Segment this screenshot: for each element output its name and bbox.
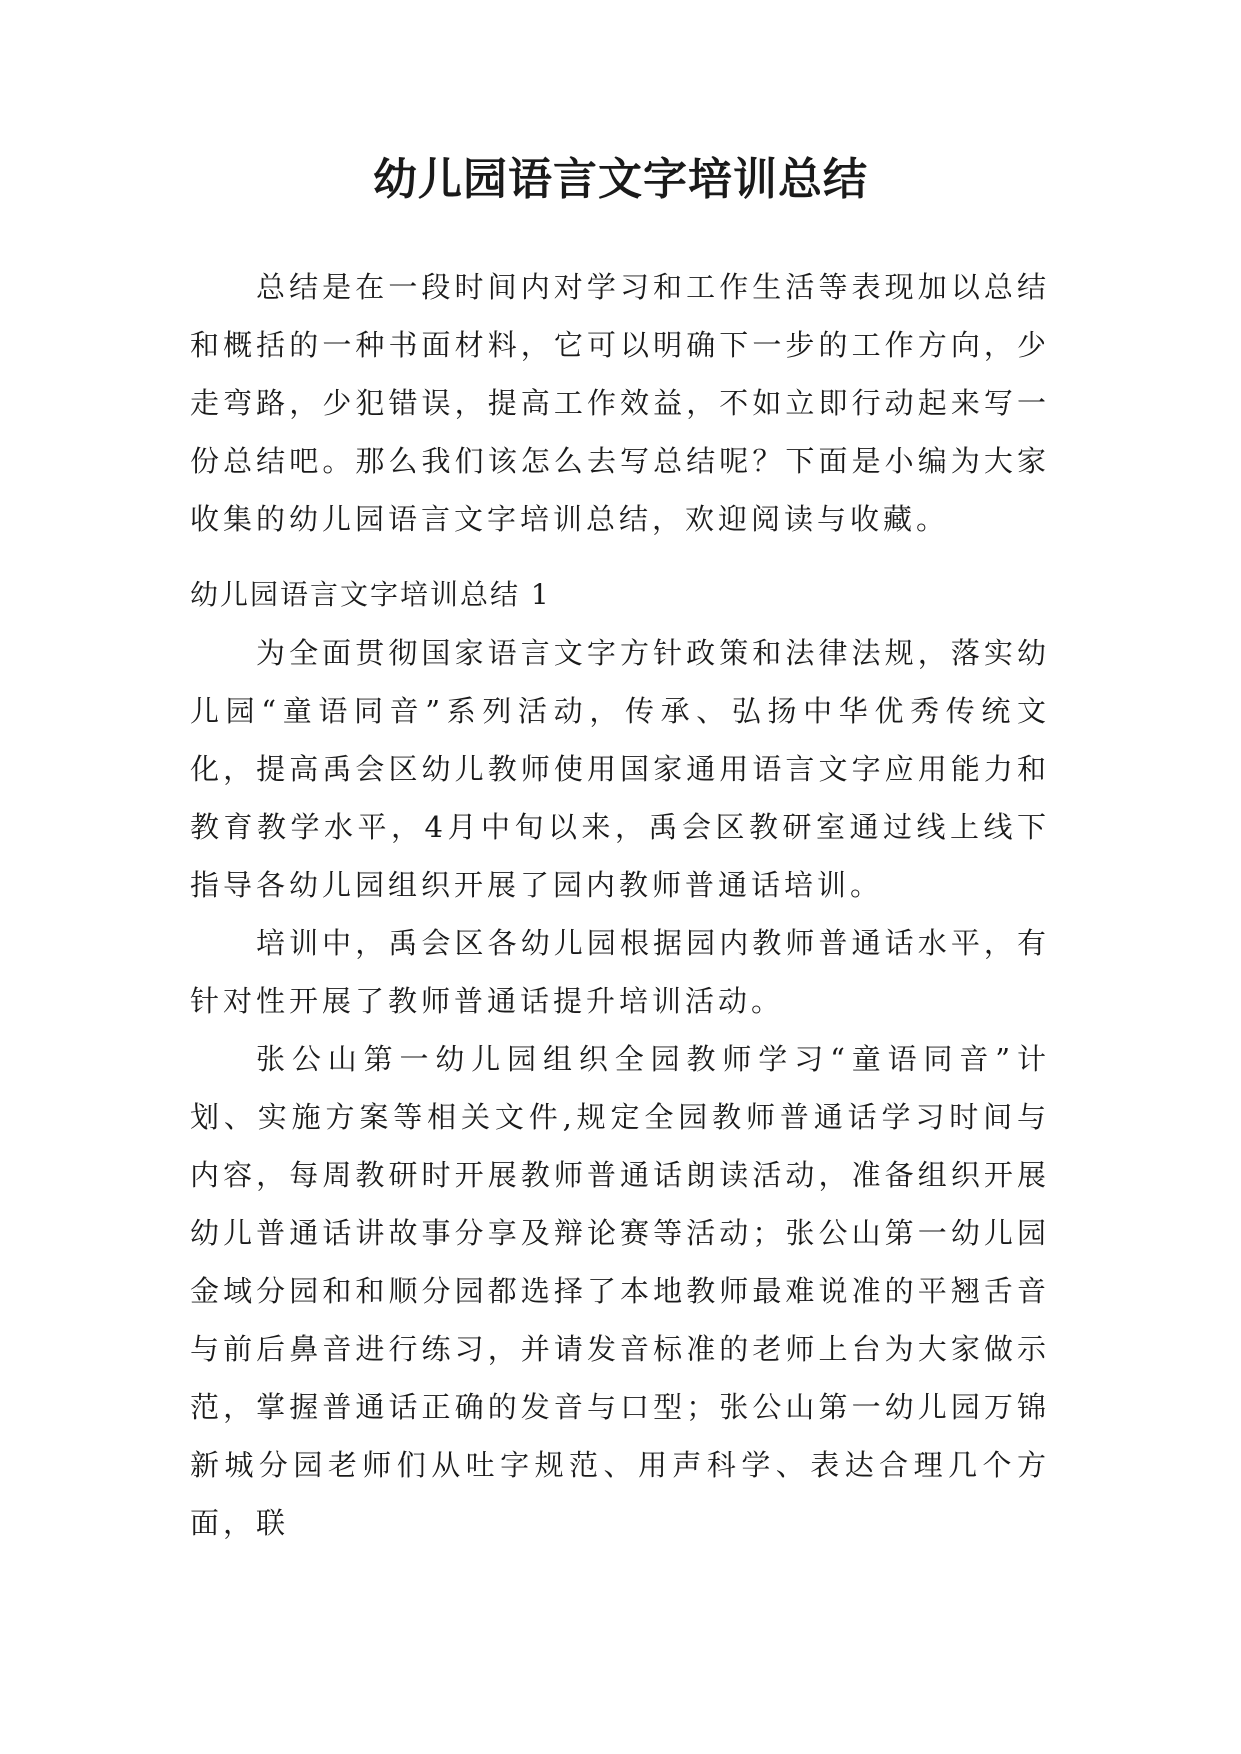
- body-paragraph-1: 为全面贯彻国家语言文字方针政策和法律法规，落实幼儿园“童语同音”系列活动，传承、弘扬中华优秀传统文化，提高禹会区幼儿教师使用国家通用语言文字应用能力和教育教学水平，4月中旬以来，禹会区教研室通过线上线下指导各幼儿园组织开展了园内教师普通话培训。: [190, 636, 1050, 902]
- body-paragraph-3: 张公山第一幼儿园组织全园教师学习“童语同音”计划、实施方案等相关文件,规定全园教师普通话学习时间与内容，每周教研时开展教师普通话朗读活动，准备组织开展幼儿普通话讲故事分享及辩论赛等活动；张公山第一幼儿园金域分园和和顺分园都选择了本地教师最难说准的平翘舌音与前后鼻音进行练习，并请发音标准的老师上台为大家做示范，掌握普通话正确的发音与口型；张公山第一幼儿园万锦新城分园老师们从吐字规范、用声科学、表达合理几个方面，联: [190, 1042, 1050, 1540]
- document-title: 幼儿园语言文字培训总结: [373, 154, 868, 205]
- intro-paragraph: 总结是在一段时间内对学习和工作生活等表现加以总结和概括的一种书面材料，它可以明确下一步的工作方向，少走弯路，少犯错误，提高工作效益，不如立即行动起来写一份总结吧。那么我们该怎么去写总结呢？下面是小编为大家收集的幼儿园语言文字培训总结，欢迎阅读与收藏。: [190, 270, 1050, 536]
- body-paragraph-2: 培训中，禹会区各幼儿园根据园内教师普通话水平，有针对性开展了教师普通话提升培训活动。: [190, 926, 1050, 1018]
- section-heading: 幼儿园语言文字培训总结 1: [190, 578, 551, 611]
